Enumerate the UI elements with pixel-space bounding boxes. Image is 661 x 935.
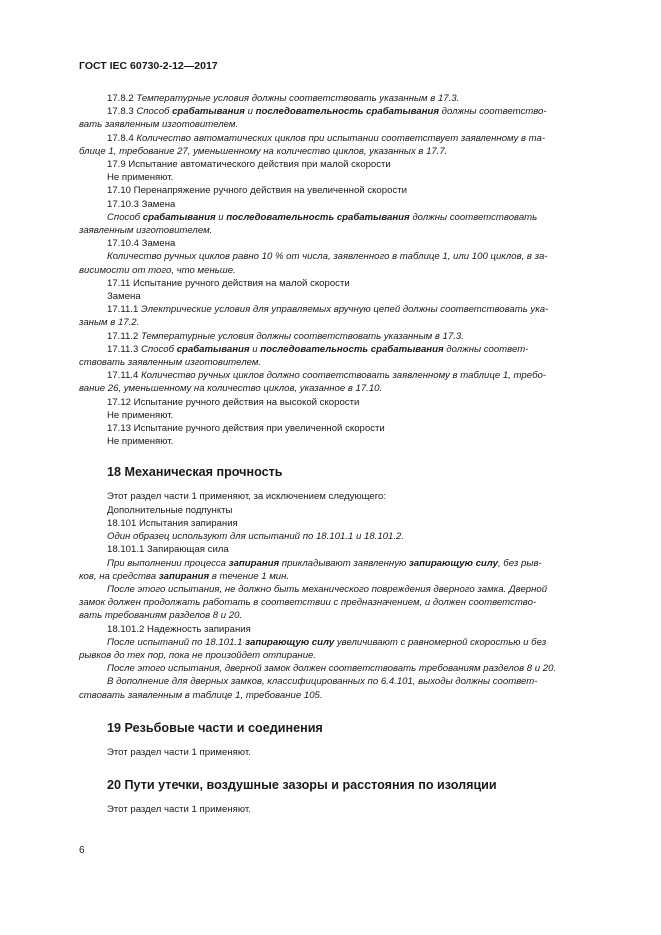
clause-18-101-2-after: После этого испытания, дверной замок должен соответствовать требованиям разделов 8 и 20. bbox=[107, 663, 557, 675]
section-19-heading: 19 Резьбовые части и соединения bbox=[107, 720, 323, 735]
clause-17-11-2: 17.11.2 Температурные условия должны соответствовать указанным в 17.3. bbox=[107, 330, 464, 342]
clause-18-101-1: 18.101.1 Запирающая сила bbox=[107, 544, 229, 556]
clause-17-10-3: 17.10.3 Замена bbox=[107, 198, 176, 210]
clause-18-101-2: 18.101.2 Надежность запирания bbox=[107, 623, 251, 635]
clause-17-11-4-cont: вание 26, уменьшенному на количество циклов, указанное в 17.10. bbox=[79, 383, 383, 395]
clause-18-101-2-addition: В дополнение для дверных замков, классифицированных по 6.4.101, выходы должны соответ- bbox=[107, 676, 538, 688]
clause-18-101-1-after-3: вать требованиям разделов 8 и 20. bbox=[79, 610, 243, 622]
clause-17-8-2: 17.8.2 Температурные условия должны соответствовать указанным в 17.3. bbox=[107, 93, 460, 104]
clause-18-101-1-after: После этого испытания, не должно быть механического повреждения дверного замка. Дверной bbox=[107, 583, 548, 595]
clause-17-8-3: 17.8.3 Способ срабатывания и последовательность срабатывания должны соответство- bbox=[107, 106, 547, 118]
additional-subclauses: Дополнительные подпункты bbox=[107, 504, 233, 516]
section-19-text: Этот раздел части 1 применяют. bbox=[107, 746, 251, 758]
clause-17-10: 17.10 Перенапряжение ручного действия на увеличенной скорости bbox=[107, 185, 407, 197]
clause-17-11-1: 17.11.1 Электрические условия для управляемых вручную цепей должны соответствовать ука- bbox=[107, 304, 549, 316]
clause-17-9: 17.9 Испытание автоматического действия при малой скорости bbox=[107, 159, 391, 171]
document-header: ГОСТ IEC 60730-2-12—2017 bbox=[79, 60, 218, 72]
clause-17-10-4-text: Количество ручных циклов равно 10 % от числа, заявленного в таблице 1, или 100 циклов, в за- bbox=[107, 251, 548, 263]
clause-17-10-3-cont: заявленным изготовителем. bbox=[79, 225, 213, 237]
section-20-heading: 20 Пути утечки, воздушные зазоры и расстояния по изоляции bbox=[107, 777, 497, 792]
clause-17-8-4: 17.8.4 Количество автоматических циклов при испытании соответствует заявленному в та- bbox=[107, 132, 546, 144]
document-body bbox=[79, 92, 615, 816]
clause-17-11-4: 17.11.4 Количество ручных циклов должно соответствовать заявленному в таблице 1, требо- bbox=[107, 370, 546, 382]
clause-18-101-1-text: При выполнении процесса запирания прикладывают заявленную запирающую силу, без рыв- bbox=[107, 557, 542, 569]
clause-18-101-1-after-2: замок должен продолжать работать в соответствии с предназначением, и должен соответство- bbox=[79, 597, 537, 609]
clause-17-12-text: Не применяют. bbox=[107, 409, 174, 421]
clause-17-10-4-cont: висимости от того, что меньше. bbox=[79, 264, 236, 276]
clause-17-13-text: Не применяют. bbox=[107, 436, 174, 448]
section-18-intro: Этот раздел части 1 применяют, за исключением следующего: bbox=[107, 491, 387, 503]
clause-17-11-replace: Замена bbox=[107, 291, 141, 303]
clause-17-11-3: 17.11.3 Способ срабатывания и последовательность срабатывания должны соответ- bbox=[107, 343, 529, 355]
clause-18-101-text: Один образец используют для испытаний по 18.101.1 и 18.101.2. bbox=[107, 531, 404, 543]
clause-17-11-3-cont: ствовать заявленным изготовителем. bbox=[79, 357, 262, 369]
clause-17-9-text: Не применяют. bbox=[107, 172, 174, 184]
clause-17-10-4: 17.10.4 Замена bbox=[107, 238, 176, 250]
section-20-text: Этот раздел части 1 применяют. bbox=[107, 803, 251, 815]
page-number: 6 bbox=[79, 845, 85, 856]
clause-17-12: 17.12 Испытание ручного действия на высокой скорости bbox=[107, 396, 360, 408]
clause-17-11: 17.11 Испытание ручного действия на малой скорости bbox=[107, 277, 350, 289]
clause-17-13: 17.13 Испытание ручного действия при увеличенной скорости bbox=[107, 423, 385, 435]
clause-18-101-2-text: После испытаний по 18.101.1 запирающую силу увеличивают с равномерной скоростью и без bbox=[107, 636, 547, 648]
clause-18-101-2-addition-cont: ствовать заявленным в таблице 1, требование 105. bbox=[79, 689, 323, 701]
clause-18-101: 18.101 Испытания запирания bbox=[107, 517, 238, 529]
section-18-heading: 18 Механическая прочность bbox=[107, 465, 283, 480]
clause-17-8-3-cont: вать заявленным изготовителем. bbox=[79, 119, 239, 131]
clause-18-101-2-cont: рывков до тех пор, пока не произойдет отпирание. bbox=[79, 649, 317, 661]
clause-17-11-1-cont: заным в 17.2. bbox=[79, 317, 140, 329]
clause-17-10-3-text: Способ срабатывания и последовательность срабатывания должны соответствовать bbox=[107, 211, 538, 223]
clause-17-8-4-cont: блице 1, требование 27, уменьшенному на количество циклов, указанных в 17.7. bbox=[79, 145, 448, 157]
clause-18-101-1-cont: ков, на средства запирания в течение 1 мин. bbox=[79, 570, 290, 582]
